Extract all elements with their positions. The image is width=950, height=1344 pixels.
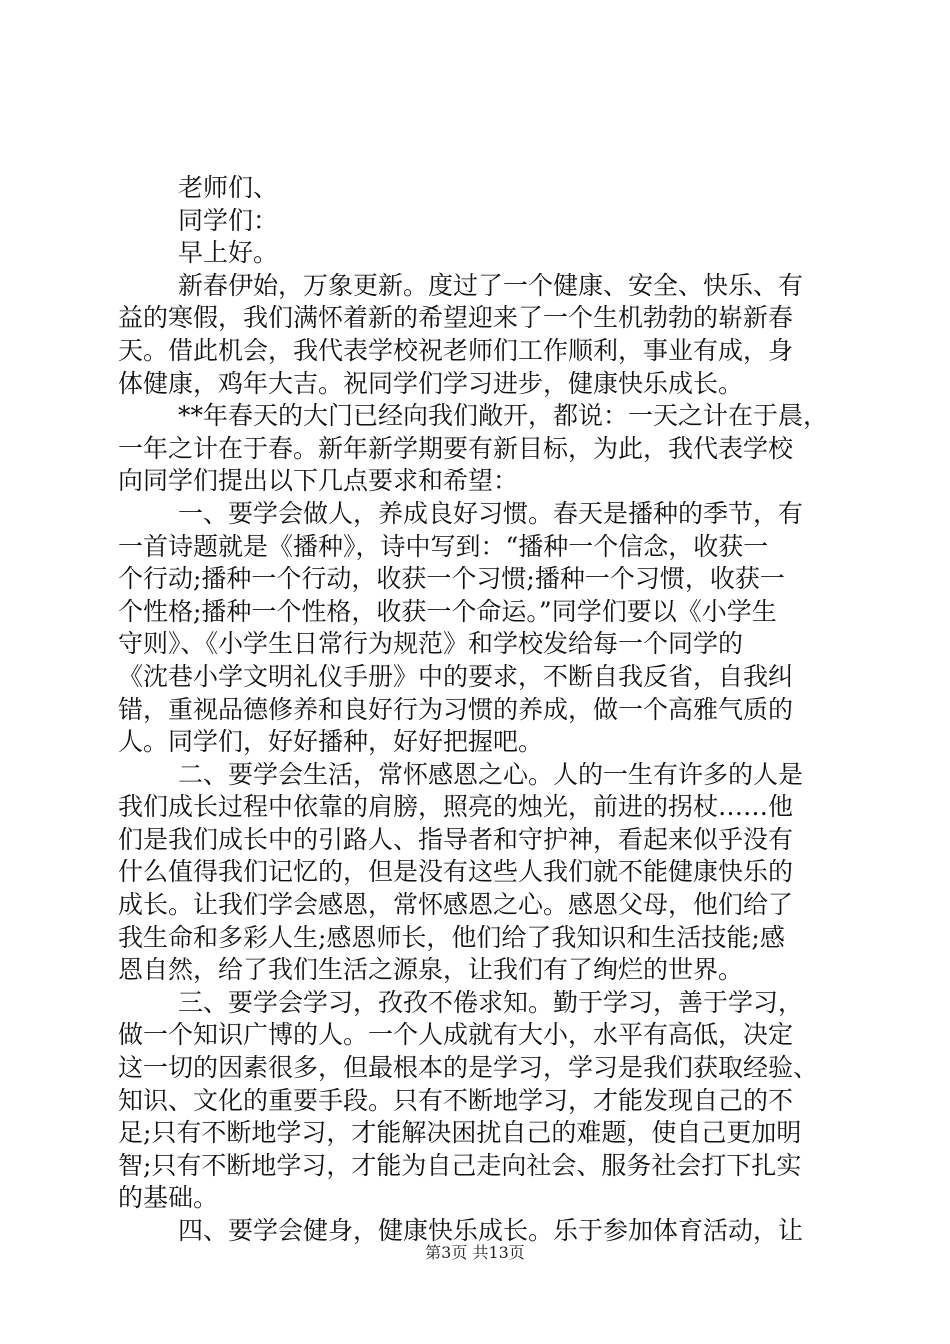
text-line: 老师们、 [178,173,279,202]
text-line: 早上好。 [178,238,279,268]
text-line: 一年之计在于春。新年新学期要有新目标，为此，我代表学校 [118,433,794,463]
text-line: 三、要学会学习，孜孜不倦求知。勤于学习，善于学习， [178,987,804,1017]
text-line: 恩自然，给了我们生活之源泉，让我们有了绚烂的世界。 [118,955,744,985]
text-line: 成长。让我们学会感恩，常怀感恩之心。感恩父母，他们给了 [118,890,794,920]
text-line: 个性格;播种一个性格，收获一个命运。”同学们要以《小学生 [118,596,777,626]
text-line: 益的寒假，我们满怀着新的希望迎来了一个生机勃勃的崭新春 [118,303,794,333]
text-line: 们是我们成长中的引路人、指导者和守护神，看起来似乎没有 [118,824,794,854]
text-line: 《沈巷小学文明礼仪手册》中的要求，不断自我反省，自我纠 [118,661,794,691]
text-line: 个行动;播种一个行动，收获一个习惯;播种一个习惯，收获一 [118,564,785,594]
document-body [118,172,838,1248]
text-line: 智;只有不断地学习，才能为自己走向社会、服务社会打下扎实 [118,1150,802,1180]
text-line: 错，重视品德修养和良好行为习惯的养成，做一个高雅气质的 [118,694,794,724]
text-line: 一、要学会做人，养成良好习惯。春天是播种的季节，有 [178,498,804,528]
text-line: **年春天的大门已经向我们敞开，都说：一天之计在于晨， [178,401,829,431]
text-line: 我生命和多彩人生;感恩师长，他们给了我知识和生活技能;感 [118,922,785,952]
text-line: 知识、文化的重要手段。只有不断地学习，才能发现自己的不 [118,1085,794,1115]
text-line: 的基础。 [118,1183,219,1213]
text-line: 向同学们提出以下几点要求和希望： [118,466,519,496]
text-line: 四、要学会健身，健康快乐成长。乐于参加体育活动，让 [178,1216,804,1245]
page-footer: 第3页 共13页 [425,1243,525,1262]
text-line: 足;只有不断地学习，才能解决困扰自己的难题，使自己更加明 [118,1118,802,1148]
text-line: 守则》、《小学生日常行为规范》和学校发给每一个同学的 [118,629,744,659]
text-line: 新春伊始，万象更新。度过了一个健康、安全、快乐、有 [178,270,804,300]
text-line: 一首诗题就是《播种》，诗中写到：“播种一个信念，收获一 [118,531,769,561]
text-line: 人。同学们，好好播种，好好把握吧。 [118,727,544,757]
text-line: 我们成长过程中依靠的肩膀，照亮的烛光，前进的拐杖……他 [118,792,794,822]
text-line: 二、要学会生活，常怀感恩之心。人的一生有许多的人是 [178,759,804,789]
text-line: 天。借此机会，我代表学校祝老师们工作顺利，事业有成，身 [118,335,794,365]
text-line: 什么值得我们记忆的，但是没有这些人我们就不能健康快乐的 [118,857,794,887]
text-line: 体健康，鸡年大吉。祝同学们学习进步，健康快乐成长。 [118,368,744,398]
text-line: 做一个知识广博的人。一个人成就有大小，水平有高低，决定 [118,1020,794,1050]
text-line: 同学们： [178,205,279,235]
text-line: 这一切的因素很多，但最根本的是学习，学习是我们获取经验、 [118,1053,819,1083]
